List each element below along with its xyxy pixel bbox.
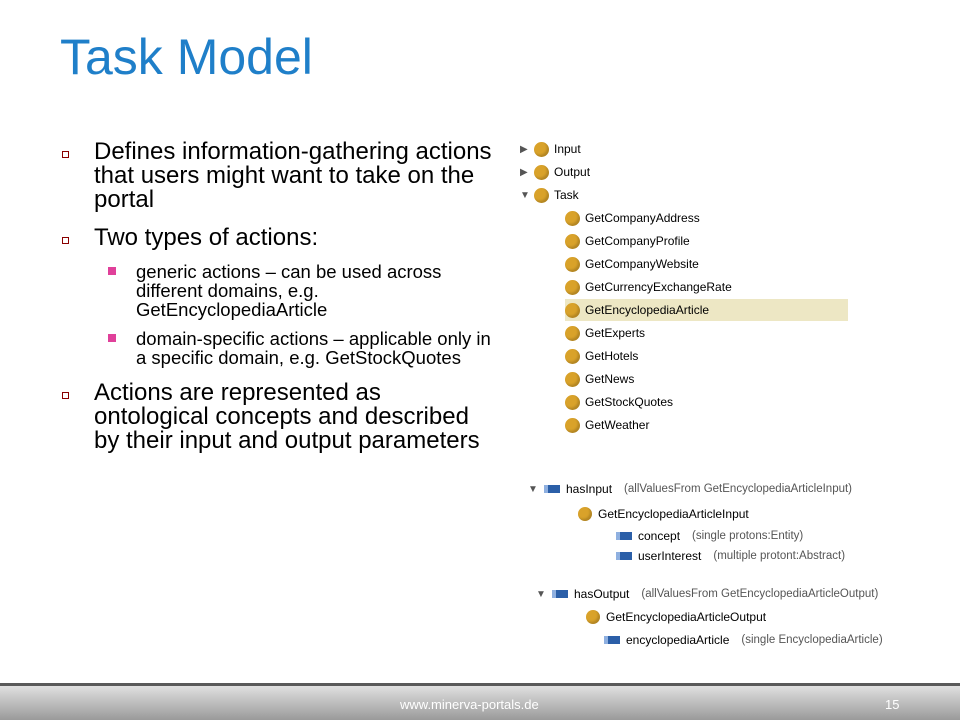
tree-node-input[interactable]: [520, 138, 581, 160]
property-label: hasInput: [566, 482, 613, 496]
pink-square-bullet-icon: [108, 334, 116, 342]
class-tree: [515, 138, 855, 438]
tree-node-label: GetNews: [585, 372, 635, 386]
collapse-triangle-icon[interactable]: ▼: [528, 483, 538, 495]
tree-node-label: GetHotels: [585, 349, 639, 363]
property-user-interest[interactable]: [616, 546, 845, 566]
tree-node-label: GetCompanyAddress: [585, 211, 700, 225]
tree-node-task-9[interactable]: [565, 414, 649, 436]
property-icon: [616, 532, 632, 540]
class-icon: [565, 395, 580, 410]
tree-node-label: GetExperts: [585, 326, 646, 340]
class-label: GetEncyclopediaArticleOutput: [606, 610, 767, 624]
subbullet-domain-text: domain-specific actions – applicable only in a specific domain, e.g. GetStockQuotes: [136, 328, 491, 368]
class-icon: [534, 188, 549, 203]
expand-triangle-icon[interactable]: ▶: [520, 166, 528, 178]
property-label: userInterest: [638, 549, 702, 563]
tree-node-task[interactable]: [520, 184, 579, 206]
class-icon: [565, 349, 580, 364]
subbullet-domain-specific: [58, 329, 498, 367]
pink-square-bullet-icon: [108, 267, 116, 275]
tree-node-label: GetCurrencyExchangeRate: [585, 280, 732, 294]
property-note: (single EncyclopediaArticle): [741, 634, 883, 646]
collapse-triangle-icon[interactable]: ▼: [520, 189, 530, 201]
bullet-two-types-text: Two types of actions:: [94, 224, 319, 251]
hollow-square-bullet-icon: [62, 237, 69, 244]
tree-node-task-2[interactable]: [565, 253, 699, 275]
tree-node-output[interactable]: [520, 161, 590, 183]
slide-footer: [0, 683, 960, 720]
subbullet-generic-text: generic actions – can be used across different domains, e.g. GetEncyclopediaArticle: [136, 261, 442, 320]
bullet-represented-text: Actions are represented as ontological concepts and described by their input and output parameters: [94, 379, 480, 454]
output-class-node[interactable]: [586, 607, 766, 627]
bullet-two-types: [58, 226, 498, 250]
expand-triangle-icon[interactable]: ▶: [520, 143, 528, 155]
tree-node-task-6[interactable]: [565, 345, 638, 367]
tree-node-label: GetWeather: [585, 418, 650, 432]
bullet-defines: [58, 140, 498, 212]
restriction-class-icon: [586, 610, 600, 624]
tree-node-task-3[interactable]: [565, 276, 732, 298]
property-icon: [616, 552, 632, 560]
hollow-square-bullet-icon: [62, 392, 69, 399]
class-icon: [565, 234, 580, 249]
class-icon: [534, 142, 549, 157]
property-encyclopedia-article[interactable]: [604, 630, 883, 650]
page-number: 15: [885, 697, 900, 712]
tree-node-label: GetStockQuotes: [585, 395, 674, 409]
tree-node-task-5[interactable]: [565, 322, 645, 344]
slide-title: Task Model: [60, 29, 313, 85]
subbullet-generic: [58, 262, 498, 319]
bullet-defines-text: Defines information-gathering actions that users might want to take on the portal: [94, 138, 492, 213]
class-icon: [565, 303, 580, 318]
hollow-square-bullet-icon: [62, 151, 69, 158]
class-label: GetEncyclopediaArticleInput: [598, 507, 749, 521]
restriction-class-icon: [578, 507, 592, 521]
tree-node-label: GetEncyclopediaArticle: [585, 303, 710, 317]
tree-node-label: GetCompanyProfile: [585, 234, 690, 248]
collapse-triangle-icon[interactable]: ▼: [536, 588, 546, 600]
property-icon: [604, 636, 620, 644]
property-restriction: (allValuesFrom GetEncyclopediaArticleInput): [624, 483, 853, 495]
class-icon: [565, 257, 580, 272]
class-icon: [565, 280, 580, 295]
property-restriction: (allValuesFrom GetEncyclopediaArticleOutput): [641, 588, 879, 600]
property-concept[interactable]: [616, 526, 803, 546]
tree-node-task-1[interactable]: [565, 230, 690, 252]
input-class-node[interactable]: [578, 504, 749, 524]
bullet-represented: [58, 381, 498, 453]
tree-node-label: GetCompanyWebsite: [585, 257, 699, 271]
property-note: (multiple protont:Abstract): [713, 550, 846, 562]
class-icon: [565, 326, 580, 341]
tree-node-label: Input: [554, 142, 581, 156]
property-note: (single protons:Entity): [692, 530, 804, 542]
footer-url[interactable]: www.minerva-portals.de: [400, 697, 539, 712]
tree-node-label: Task: [554, 188, 579, 202]
property-icon: [552, 590, 568, 598]
property-has-output[interactable]: [536, 584, 878, 604]
class-icon: [565, 418, 580, 433]
property-icon: [544, 485, 560, 493]
property-label: encyclopediaArticle: [626, 633, 730, 647]
class-icon: [565, 372, 580, 387]
tree-node-task-7[interactable]: [565, 368, 634, 390]
class-icon: [565, 211, 580, 226]
property-label: concept: [638, 529, 681, 543]
tree-node-task-4-selected[interactable]: [565, 299, 848, 321]
property-label: hasOutput: [574, 587, 630, 601]
bullet-list: [58, 136, 498, 453]
property-has-input[interactable]: [528, 479, 852, 499]
tree-node-task-8[interactable]: [565, 391, 673, 413]
tree-node-task-0[interactable]: [565, 207, 700, 229]
tree-node-label: Output: [554, 165, 591, 179]
class-icon: [534, 165, 549, 180]
